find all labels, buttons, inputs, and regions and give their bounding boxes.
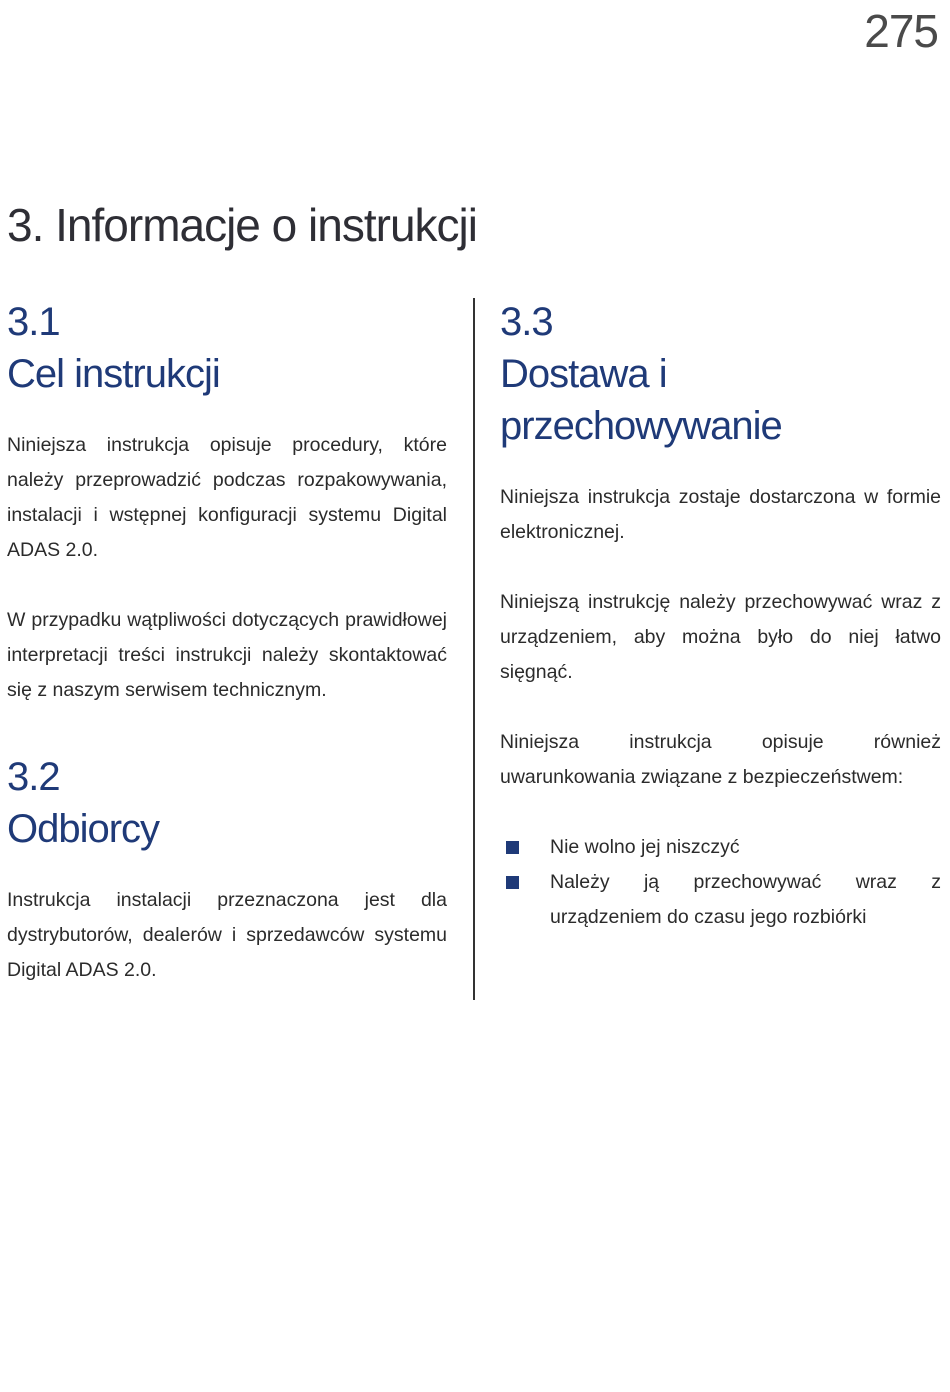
- section-heading: [7, 296, 447, 400]
- column-divider: [473, 298, 475, 1000]
- section-title: Odbiorcy: [7, 807, 160, 851]
- square-bullet-icon: [506, 876, 519, 889]
- paragraph: Niniejsza instrukcja opisuje procedury, które należy przeprowadzić podczas rozpakowywania, instalacji i wstępnej konfiguracji systemu Digital ADAS 2.0.: [7, 434, 447, 561]
- section-number: 3.2: [7, 755, 60, 799]
- section-heading: [500, 296, 941, 452]
- section-heading: [7, 751, 447, 855]
- page-number: 275: [864, 5, 938, 57]
- section-number: 3.3: [500, 300, 553, 344]
- chapter-title: 3. Informacje o instrukcji: [7, 199, 477, 251]
- section-title: Dostawa i przechowywanie: [500, 352, 782, 448]
- paragraph: Niniejsza instrukcja opisuje również uwarunkowania związane z bezpieczeństwem:: [500, 731, 941, 788]
- paragraph: Instrukcja instalacji przeznaczona jest dla dystrybutorów, dealerów i sprzedawców systemu Digital ADAS 2.0.: [7, 889, 447, 981]
- paragraph: W przypadku wątpliwości dotyczących prawidłowej interpretacji treści instrukcji należy skontaktować się z naszym serwisem technicznym.: [7, 609, 447, 701]
- paragraph: Niniejsza instrukcja zostaje dostarczona w formie elektronicznej.: [500, 486, 941, 543]
- square-bullet-icon: [506, 841, 519, 854]
- list-item-text: Nie wolno jej niszczyć: [550, 836, 740, 858]
- list-item: [500, 865, 941, 935]
- section-title: Cel instrukcji: [7, 352, 220, 396]
- list-item-text: Należy ją przechowywać wraz z urządzeniem do czasu jego rozbiórki: [550, 871, 941, 928]
- right-column: [500, 296, 941, 935]
- section-number: 3.1: [7, 300, 60, 344]
- list-item: [500, 830, 941, 865]
- bullet-list: [500, 830, 941, 935]
- paragraph: Niniejszą instrukcję należy przechowywać wraz z urządzeniem, aby można było do niej łatwo sięgnąć.: [500, 591, 941, 683]
- left-column: [7, 296, 447, 1023]
